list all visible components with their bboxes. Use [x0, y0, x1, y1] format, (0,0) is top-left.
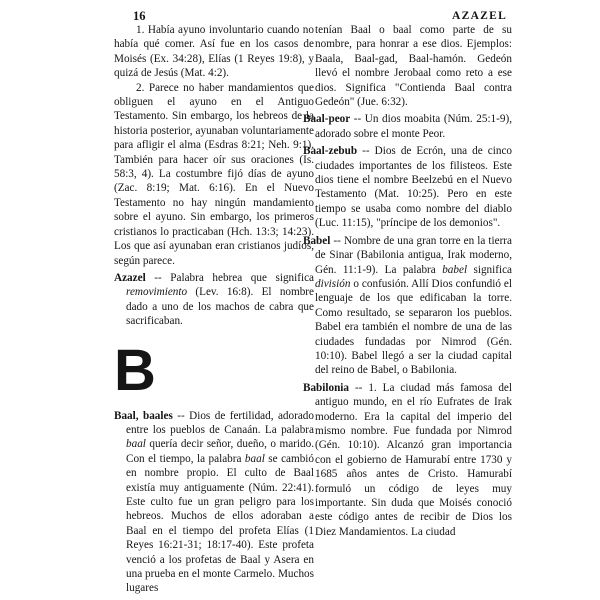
- headword-baal-peor: Baal-peor: [303, 113, 351, 126]
- entry-text: -- Nombre de una gran torre en la tierra de Sinar (Babilonia antigua, Irak moderno, Gén. 11:1-9). La palabra: [315, 234, 513, 276]
- section-letter: B: [114, 337, 156, 403]
- headword-babilonia: Babilonia: [303, 381, 350, 394]
- ayuno-paragraph-2: 2. Parece no haber mandamientos que obliguen el ayuno en el Antiguo Testamento. Sin embargo, los hebreos de la historia posterior, ayunaban voluntariamente para afligir el alma (Esdras 8:21; Neh. 9:1). También para hacer oír sus oraciones (Is. 58:3, 4). La costumbre fijó días de ayuno (Zac. 8:19; Mat. 6:16). En el Nuevo Testamento no hay ningún mandamiento sobre el ayuno. Sin embargo, los primeros cristianos lo practicaban (Hch. 13:3; 14:23). Los que así ayunaban eran cristianos judíos, según parece.: [114, 81, 314, 267]
- entry-baal-peor: [303, 112, 512, 141]
- headword-baal: Baal, baales: [114, 409, 173, 422]
- entry-text: -- 1. La ciudad más famosa del antiguo mundo, en el río Eufrates de Irak moderno. Era la capital del imperio del mismo nombre. Fue fundada por Nimrod (Gén. 10:10). Alcanzó gran importancia con el gobierno de Hamurabí entre 1730 y 1685 años antes de Cristo. Hamurabí formuló un código de leyes muy importante. Sin duda que Moisés conoció este código antes de recibir de Dios los Diez Mandamientos. La ciudad: [315, 381, 512, 538]
- entry-babilonia: [303, 381, 512, 539]
- right-column: [303, 23, 512, 542]
- headword-baal-zebub: Baal-zebub: [303, 145, 358, 158]
- ayuno-paragraph-1: 1. Había ayuno involuntario cuando no había qué comer. Así fue en los casos de Moisés (Ex. 34:28), Elías (1 Reyes 19:8), y quizá de Jesús (Mat. 4:2).: [114, 24, 314, 80]
- entry-baal: [114, 409, 314, 596]
- entry-text: -- Palabra hebrea que significa: [154, 271, 315, 284]
- headword-babel: Babel: [303, 234, 331, 247]
- entry-text: -- Dios de Ecrón, una de cinco ciudades importantes de los filisteos. Este dios tiene el nombre Beelzebú en el Nuevo Testamento (Mat. 10:25). Pero en este tiempo se usaba como nombre del diablo (Luc. 11:15), "príncipe de los demonios".: [315, 145, 513, 230]
- entry-text: se cambió en nombre propio. El culto de Baal existía muy antiguamente (Núm. 22:41). Este culto fue un gran peligro para los hebreos. Muchos de ellos adoraban a Baal en el tiempo del profeta Elías (1 Reyes 16:21-31; 18:17-40). Este profeta venció a los profetas de Baal y Asera en una prueba en el monte Carmelo. Muchos lugares: [126, 452, 314, 595]
- entry-text: -- Un dios moabita (Núm. 25:1-9), adorado sobre el monte Peor.: [315, 113, 512, 140]
- left-column: [114, 23, 314, 599]
- entry-italic: baal: [126, 438, 146, 451]
- entry-text: quería decir señor, dueño, o marido. Con el tiempo, la palabra: [126, 438, 314, 465]
- entry-azazel: [114, 271, 314, 329]
- entry-babel: [303, 234, 512, 378]
- entry-text: o confusión. Allí Dios confundió el lenguaje de los que edificaban la torre. Como resultado, se separaron los pueblos. Babel era también el nombre de una de las ciudades fundadas por Nimrod (Gén. 10:10). Babel llegó a ser la ciudad capital del reino de Babel, o Babilonia.: [315, 277, 512, 377]
- entry-italic: división: [315, 277, 351, 290]
- entry-text: significa: [473, 263, 513, 276]
- entry-italic: removimiento: [126, 286, 188, 299]
- entry-italic: baal: [244, 452, 265, 465]
- headword-azazel: Azazel: [114, 271, 146, 284]
- page-number: 16: [133, 9, 146, 23]
- running-head: AZAZEL: [452, 10, 508, 22]
- entry-baal-zebub: [303, 144, 512, 230]
- entry-text: (Lev. 16:8). El nombre dado a uno de los machos de cabra que sacrificaban.: [126, 286, 315, 328]
- entry-italic: babel: [442, 263, 468, 276]
- baal-continuation: tenían Baal o baal como parte de su nombre, para honrar a ese dios. Ejemplos: Baala, Baal-gad, Baal-hamón. Gedeón llevó el nombre Jerobaal como reto a ese dios. Significa "Contienda Baal contra Gedeón" (Jue. 6:32).: [315, 24, 512, 109]
- entry-text: -- Dios de fertilidad, adorado entre los pueblos de Canaán. La palabra: [126, 409, 314, 436]
